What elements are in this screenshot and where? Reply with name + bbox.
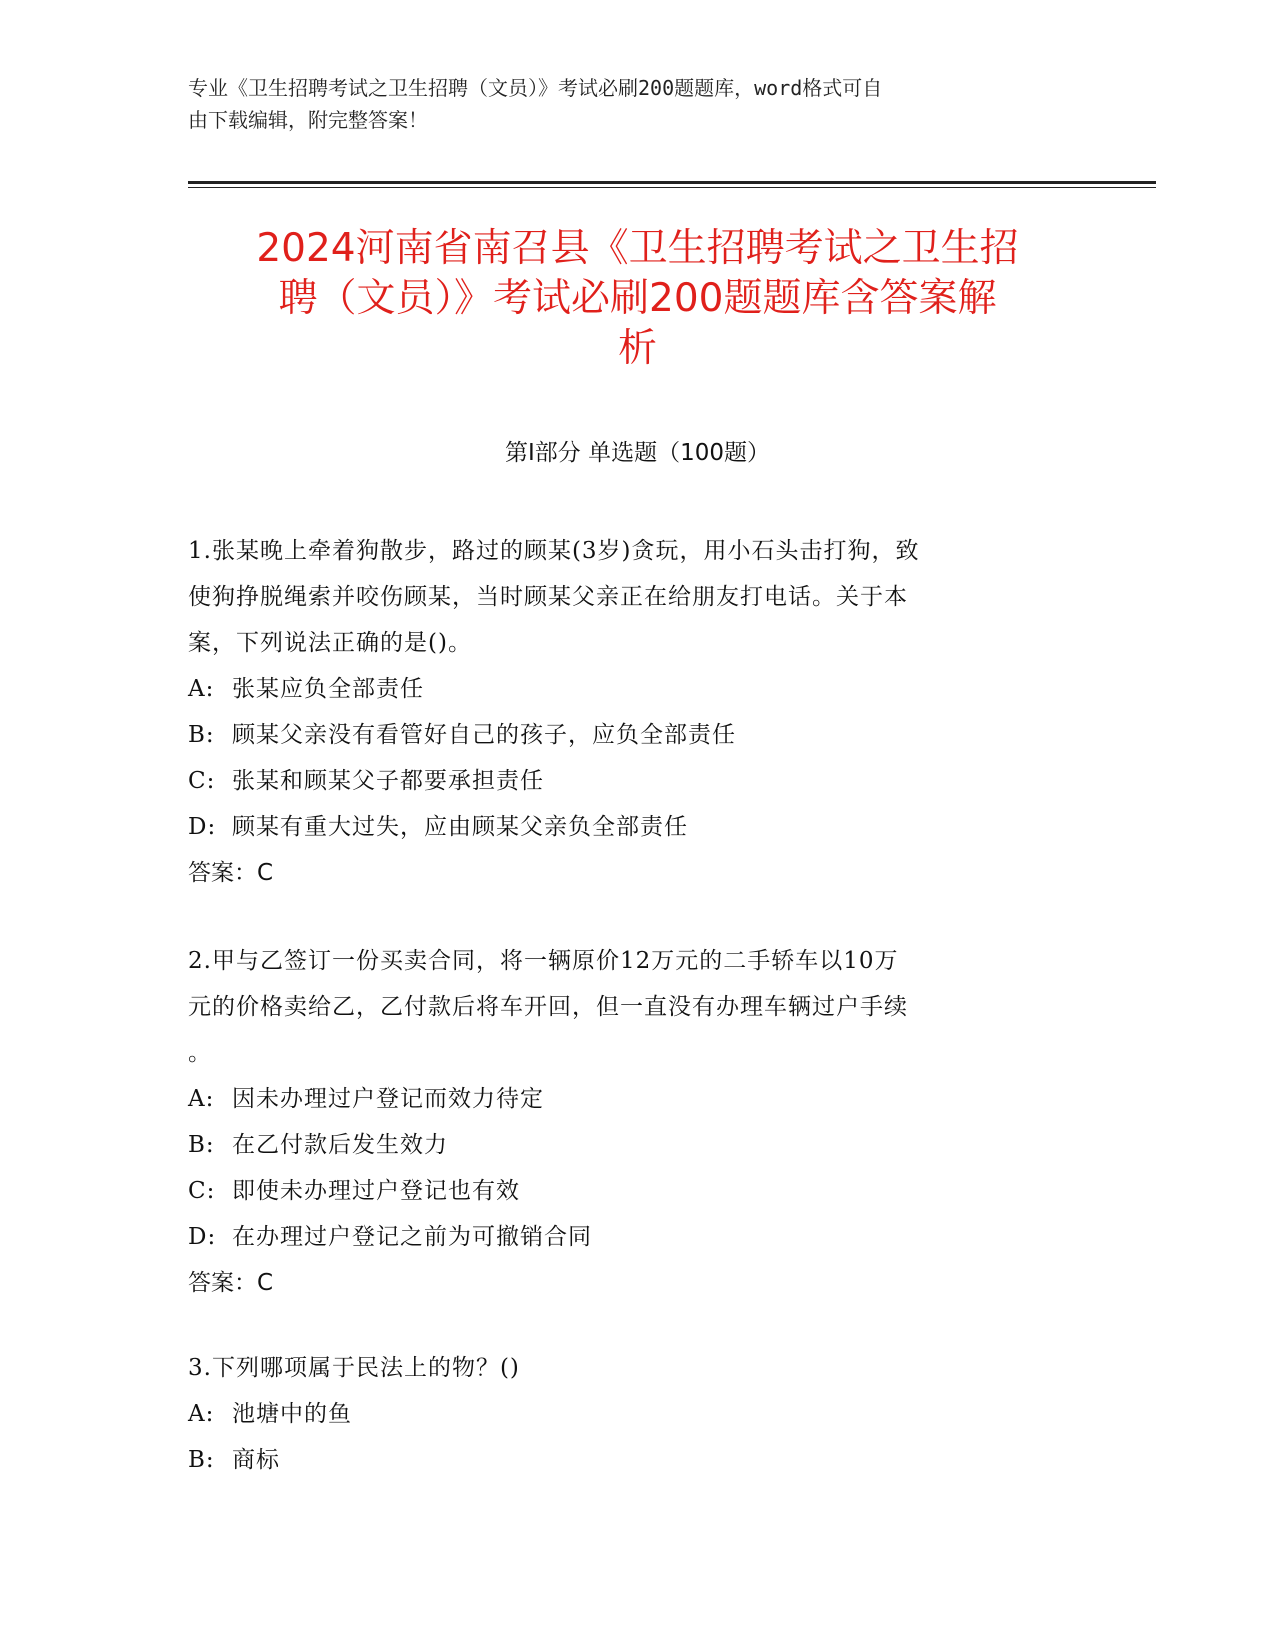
header-note-line-1: 专业《卫生招聘考试之卫生招聘（文员）》考试必刷200题题库，word格式可自 <box>188 76 883 100</box>
document-title-line-3: 析 <box>617 326 657 371</box>
option-letter: D: <box>188 814 217 840</box>
option-c <box>188 758 1078 804</box>
question-text-line: 3.下列哪项属于民法上的物？() <box>188 1355 520 1381</box>
header-note-line-2: 由下载编辑，附完整答案！ <box>188 108 428 132</box>
option-text: 在乙付款后发生效力 <box>232 1132 448 1158</box>
section-title: 第Ⅰ部分 单选题（100题） <box>505 440 770 466</box>
option-text: 张某应负全部责任 <box>232 676 424 702</box>
document-title <box>180 224 1095 374</box>
option-d <box>188 804 1078 850</box>
option-letter: C: <box>188 1178 216 1204</box>
option-a <box>188 666 1078 712</box>
question-text-line: 使狗挣脱绳索并咬伤顾某，当时顾某父亲正在给朋友打电话。关于本 <box>188 584 908 610</box>
question-text-line: 案，下列说法正确的是()。 <box>188 630 472 656</box>
answer: 答案：C <box>188 860 274 886</box>
option-letter: C: <box>188 768 216 794</box>
question-text-line: 2.甲与乙签订一份买卖合同，将一辆原价12万元的二手轿车以10万 <box>188 948 899 974</box>
document-title-line-2: 聘（文员）》考试必刷200题题库含答案解 <box>278 276 997 321</box>
option-text: 池塘中的鱼 <box>232 1401 352 1427</box>
option-c <box>188 1168 1078 1214</box>
option-a <box>188 1391 1078 1437</box>
option-text: 在办理过户登记之前为可撤销合同 <box>232 1224 592 1250</box>
option-letter: B: <box>188 1447 215 1473</box>
question-3 <box>188 1345 1078 1483</box>
option-b <box>188 712 1078 758</box>
option-letter: A: <box>188 1086 215 1112</box>
option-text: 商标 <box>232 1447 280 1473</box>
header-rule-thick <box>188 181 1156 184</box>
question-1 <box>188 528 1078 896</box>
option-a <box>188 1076 1078 1122</box>
header-note <box>188 72 1068 136</box>
option-d <box>188 1214 1078 1260</box>
question-text-line: 1.张某晚上牵着狗散步，路过的顾某(3岁)贪玩，用小石头击打狗，致 <box>188 538 920 564</box>
header-rule-thin <box>188 187 1156 188</box>
question-text-line: 。 <box>188 1040 212 1066</box>
option-letter: B: <box>188 1132 215 1158</box>
answer: 答案：C <box>188 1270 274 1296</box>
option-b <box>188 1437 1078 1483</box>
option-text: 即使未办理过户登记也有效 <box>232 1178 520 1204</box>
option-letter: D: <box>188 1224 217 1250</box>
question-text-line: 元的价格卖给乙，乙付款后将车开回，但一直没有办理车辆过户手续 <box>188 994 908 1020</box>
document-title-line-1: 2024河南省南召县《卫生招聘考试之卫生招 <box>256 226 1019 271</box>
option-letter: A: <box>188 676 215 702</box>
option-text: 因未办理过户登记而效力待定 <box>232 1086 544 1112</box>
option-text: 张某和顾某父子都要承担责任 <box>232 768 544 794</box>
option-b <box>188 1122 1078 1168</box>
option-text: 顾某有重大过失，应由顾某父亲负全部责任 <box>232 814 688 840</box>
option-letter: B: <box>188 722 215 748</box>
option-text: 顾某父亲没有看管好自己的孩子，应负全部责任 <box>232 722 736 748</box>
question-2 <box>188 938 1078 1306</box>
option-letter: A: <box>188 1401 215 1427</box>
